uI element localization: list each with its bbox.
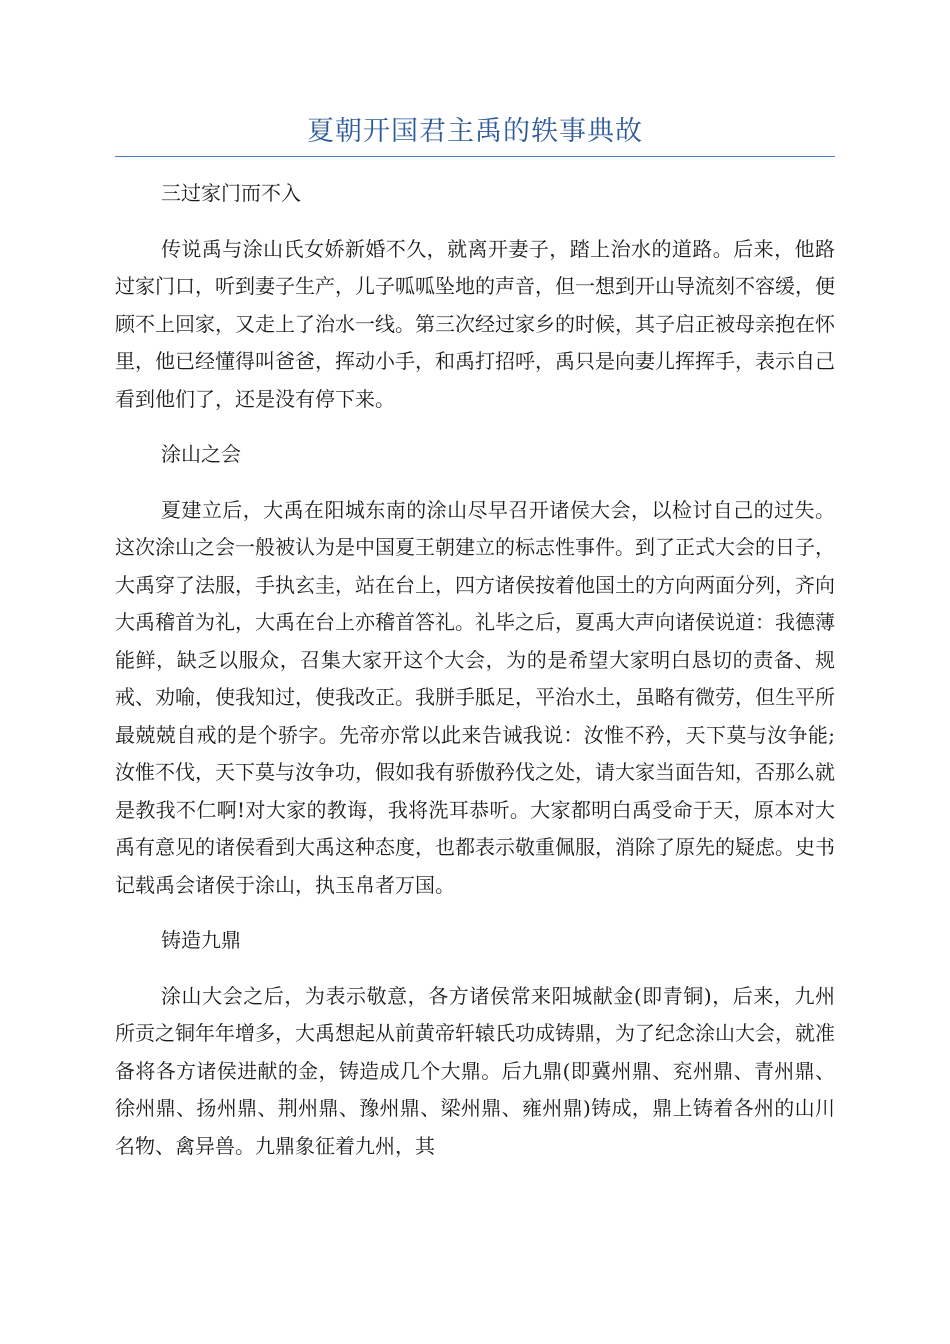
section-paragraph: 传说禹与涂山氏女娇新婚不久，就离开妻子，踏上治水的道路。后来，他路过家门口，听到妻子生产，儿子呱呱坠地的声音，但一想到开山导流刻不容缓，便顾不上回家，又走上了治水一线。第三次经过家乡的时候，其子启正被母亲抱在怀里，他已经懂得叫爸爸，挥动小手，和禹打招呼，禹只是向妻儿挥挥手，表示自己看到他们了，还是没有停下来。: [115, 236, 835, 411]
section-heading: 涂山之会: [161, 442, 241, 466]
page-title: 夏朝开国君主禹的轶事典故: [307, 116, 643, 147]
title-block: [115, 112, 835, 157]
article-body: [115, 175, 835, 1183]
section-paragraph: 夏建立后，大禹在阳城东南的涂山尽早召开诸侯大会，以检讨自己的过失。这次涂山之会一般被认为是中国夏王朝建立的标志性事件。到了正式大会的日子，大禹穿了法服，手执玄圭，站在台上，四方诸侯按着他国土的方向两面分列，齐向大禹稽首为礼，大禹在台上亦稽首答礼。礼毕之后，夏禹大声向诸侯说道：我德薄能鲜，缺乏以服众，召集大家开这个大会，为的是希望大家明白恳切的责备、规戒、劝喻，使我知过，使我改正。我胼手胝足，平治水土，虽略有微劳，但生平所最兢兢自戒的是个骄字。先帝亦常以此来告诫我说：汝惟不矜，天下莫与汝争能;汝惟不伐，天下莫与汝争功，假如我有骄傲矜伐之处，请大家当面告知，否那么就是教我不仁啊!对大家的教诲，我将洗耳恭听。大家都明白禹受命于天，原本对大禹有意见的诸侯看到大禹这种态度，也都表示敬重佩服，消除了原先的疑虑。史书记载禹会诸侯于涂山，执玉帛者万国。: [115, 497, 835, 897]
section-heading: 铸造九鼎: [161, 928, 241, 952]
section-heading: 三过家门而不入: [161, 181, 301, 205]
section-paragraph: 涂山大会之后，为表示敬意，各方诸侯常来阳城献金(即青铜)，后来，九州所贡之铜年年增多，大禹想起从前黄帝轩辕氏功成铸鼎，为了纪念涂山大会，就准备将各方诸侯进献的金，铸造成几个大鼎。后九鼎(即冀州鼎、兖州鼎、青州鼎、徐州鼎、扬州鼎、荆州鼎、豫州鼎、梁州鼎、雍州鼎)铸成，鼎上铸着各州的山川名物、禽异兽。九鼎象征着九州，其: [115, 983, 835, 1158]
